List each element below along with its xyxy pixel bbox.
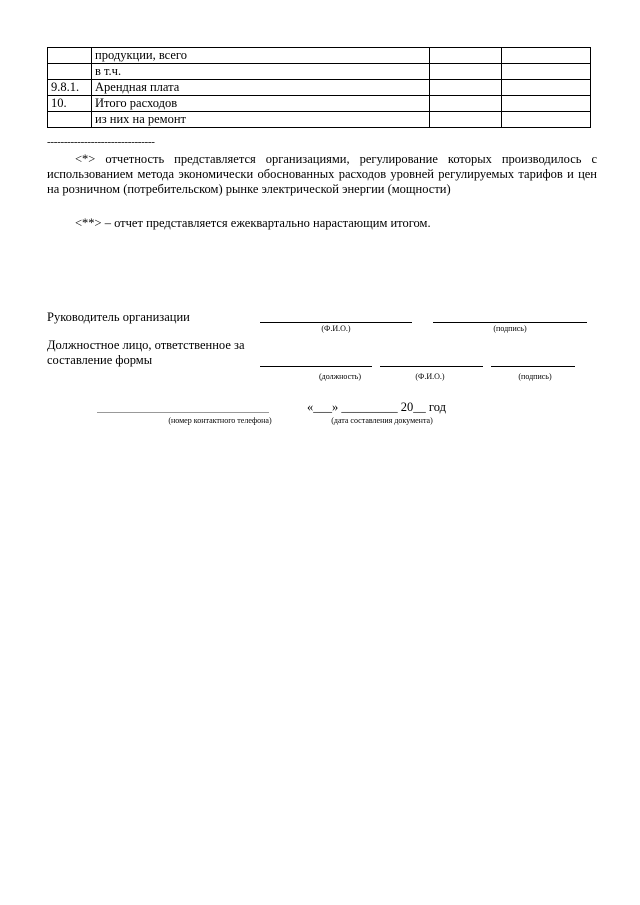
date-caption: (дата составления документа) (331, 416, 433, 425)
phone-caption: (номер контактного телефона) (168, 416, 272, 425)
value-cell (502, 96, 591, 112)
row-label: Арендная плата (92, 80, 430, 96)
value-cell (502, 80, 591, 96)
value-cell (430, 48, 502, 64)
table-row (48, 112, 591, 128)
head-label: Руководитель организации (47, 310, 190, 324)
footnote-2: <**> – отчет представляется ежеквартально нарастающим итогом. (75, 216, 431, 230)
resp-position-caption: (должность) (319, 372, 361, 381)
responsible-label-line1: Должностное лицо, ответственное за (47, 338, 245, 352)
resp-sign-line[interactable] (491, 366, 575, 367)
resp-fio-caption: (Ф.И.О.) (415, 372, 445, 381)
value-cell (430, 80, 502, 96)
row-number (48, 112, 92, 128)
footnote-1 (47, 152, 597, 197)
head-fio-caption: (Ф.И.О.) (321, 324, 351, 333)
value-cell (502, 48, 591, 64)
row-number: 10. (48, 96, 92, 112)
value-cell (502, 64, 591, 80)
head-sign-line[interactable] (433, 322, 587, 323)
table-row (48, 96, 591, 112)
row-label: из них на ремонт (92, 112, 430, 128)
row-label: продукции, всего (92, 48, 430, 64)
resp-sign-caption: (подпись) (518, 372, 552, 381)
value-cell (430, 112, 502, 128)
resp-position-line[interactable] (260, 366, 372, 367)
row-number (48, 64, 92, 80)
footnote-1-text: отчетность представляется организациями, регулирование которых производилось с использованием метода экономически обоснованных расходов уровней регулируемых тарифов и цен на розничном (потребительском) рынке электрической энергии (мощности) (47, 152, 598, 196)
footnote-1-marker: <*> (75, 152, 96, 166)
row-label: в т.ч. (92, 64, 430, 80)
head-fio-line[interactable] (260, 322, 412, 323)
report-table (47, 47, 591, 128)
table-row (48, 64, 591, 80)
table-row (48, 48, 591, 64)
row-number (48, 48, 92, 64)
row-number: 9.8.1. (48, 80, 92, 96)
phone-line[interactable] (97, 412, 269, 413)
table-row (48, 80, 591, 96)
head-sign-caption: (подпись) (493, 324, 527, 333)
value-cell (430, 96, 502, 112)
value-cell (430, 64, 502, 80)
row-label: Итого расходов (92, 96, 430, 112)
footnote-separator: -------------------------------- (47, 136, 155, 148)
responsible-label-line2: составление формы (47, 353, 153, 367)
value-cell (502, 112, 591, 128)
date-field[interactable]: «___» _________ 20__ год (307, 400, 446, 414)
resp-fio-line[interactable] (380, 366, 483, 367)
